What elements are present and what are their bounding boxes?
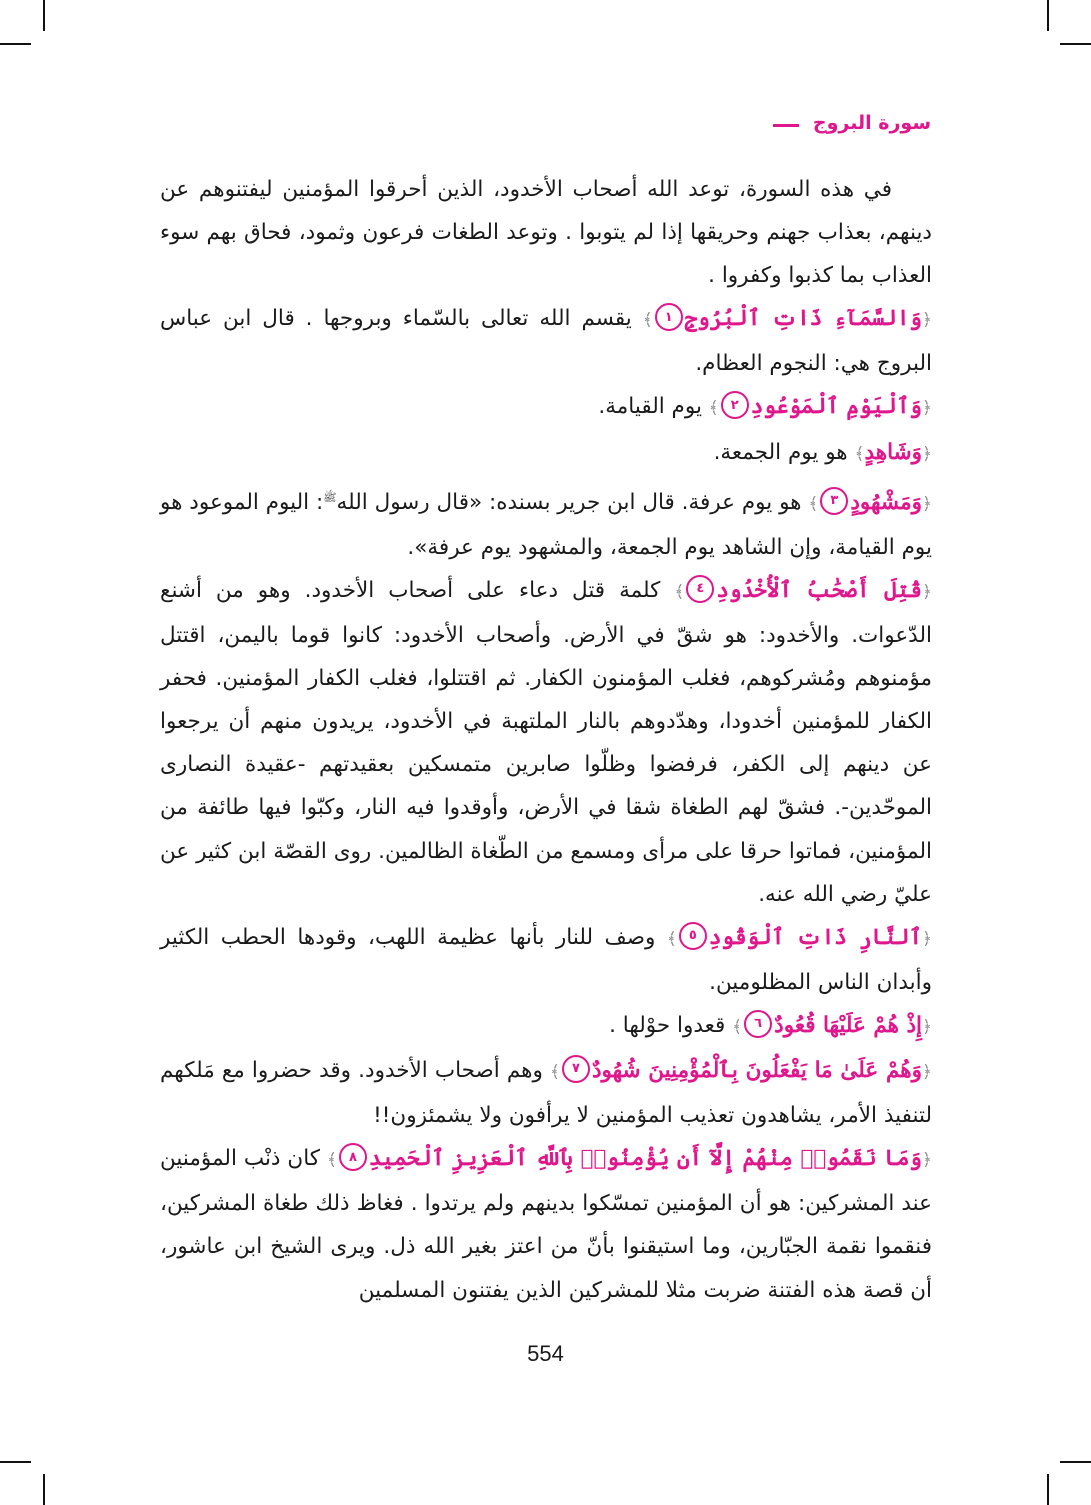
tafsir-entry-5 xyxy=(160,569,932,916)
ornate-bracket-close: ﴾ xyxy=(326,1150,337,1171)
commentary: وهم أصحاب الأخدود. وقد حضروا مع مَلكهم لتنفيذ الأمر، يشاهدون تعذيب المؤمنين لا يرأفون ولا يشمئزون!! xyxy=(160,1058,932,1129)
quran-verse: ﴿ٱلنَّارِ ذَاتِ ٱلْوَقُودِ٥﴾ xyxy=(667,925,932,950)
quran-verse: ﴿وَشَاهِدٍ﴾ xyxy=(854,439,932,465)
commentary: قعدوا حوْلها . xyxy=(609,1012,733,1038)
surah-title: سورة البروج xyxy=(812,112,931,134)
commentary: هو يوم عرفة. قال ابن جرير بسنده: «قال رسول الله xyxy=(336,489,809,515)
ornate-bracket-open: ﴿ xyxy=(922,1150,932,1171)
ornate-bracket-open: ﴿ xyxy=(922,493,932,514)
ornate-bracket-close: ﴾ xyxy=(854,443,865,464)
crop-mark-bottom-left-vertical xyxy=(43,1474,45,1505)
ornate-bracket-open: ﴿ xyxy=(922,443,932,464)
ornate-bracket-open: ﴿ xyxy=(922,1016,932,1037)
quran-verse: ﴿قُتِلَ أَصْحَٰبُ ٱلْأُخْدُودِ٤﴾ xyxy=(674,578,932,603)
commentary: كلمة قتل دعاء على أصحاب الأخدود. وهو من أشنع الدّعوات. والأخدود: هو شقّ في الأرض. وأصحاب الأخدود: كانوا قوما باليمن، اقتتل مؤمنوهم ومُشركوهم، فغلب المؤمنون الكفار. ثم اقتتلوا، فغلب الكفار المؤمنين. فحفر الكفار للمؤمنين أخدودا، وهدّدوهم بالنار الملتهبة في الأخدود، يريدون منهم أن يرجعوا عن دينهم إلى الكفر، فرفضوا وظلّوا صابرين متمسكين بعقيدتهم -عقيدة النصارى الموحّدين-. فشقّ لهم الطغاة شقا في الأرض، وأوقدوا فيه النار، وكبّوا فيها طائفة من المؤمنين، فماتوا حرقا على مرأى ومسمع من الطّغاة الظالمين. روى القصّة ابن كثير عن عليّ رضي الله عنه. xyxy=(160,578,932,907)
ornate-bracket-open: ﴿ xyxy=(922,928,932,949)
crop-mark-bottom-right-vertical xyxy=(1047,1474,1049,1505)
quran-verse: ﴿وَٱلْيَوْمِ ٱلْمَوْعُودِ٢﴾ xyxy=(709,394,932,419)
tafsir-entry-8 xyxy=(160,1049,932,1137)
tafsir-entry-1 xyxy=(160,297,932,385)
commentary: يقسم الله تعالى بالسّماء وبروجها . قال ابن عباس البروج هي: النجوم العظام. xyxy=(160,306,932,377)
commentary: وصف للنار بأنها عظيمة اللهب، وقودها الحطب الكثير وأبدان الناس المظلومين. xyxy=(160,924,932,995)
crop-mark-bottom-left-horizontal xyxy=(0,1461,31,1463)
tafsir-entry-4 xyxy=(160,476,932,569)
ayah-number-badge: ٢ xyxy=(721,391,749,419)
crop-mark-top-left-horizontal xyxy=(0,43,31,45)
commentary: كان ذنْب المؤمنين عند المشركين: هو أن المؤمنين تمسّكوا بدينهم ولم يرتدوا . فغاظ ذلك طغاة المشركين، فنقموا نقمة الجبّارين، وما استيقنوا بأنّ من اعتز بغير الله ذل. ويرى الشيخ ابن عاشور، أن قصة هذه الفتنة ضربت مثلا للمشركين الذين يفتنون المسلمين xyxy=(160,1146,932,1303)
ayah-number-badge: ٣ xyxy=(820,487,848,515)
ornate-bracket-close: ﴾ xyxy=(708,398,719,419)
commentary: هو يوم الجمعة. xyxy=(713,439,855,465)
ornate-bracket-open: ﴿ xyxy=(922,398,932,419)
ornate-bracket-close: ﴾ xyxy=(549,1062,560,1083)
tafsir-entry-7 xyxy=(160,1004,932,1049)
intro-paragraph: في هذه السورة، توعد الله أصحاب الأخدود، الذين أحرقوا المؤمنين ليفتنوهم عن دينهم، بعذاب جهنم وحريقها إذا لم يتوبوا . وتوعد الطغات فرعون وثمود، فحاق بهم سوء العذاب بما كذبوا وكفروا . xyxy=(160,177,932,289)
salawat-honorific-icon: ﷺ xyxy=(323,490,337,504)
commentary: يوم القيامة. xyxy=(598,394,709,420)
commentary: : اليوم الموعود هو يوم القيامة، وإن الشاهد يوم الجمعة، والمشهود يوم عرفة». xyxy=(160,489,932,560)
tafsir-entry-9 xyxy=(160,1137,932,1311)
ayah-number-badge: ٥ xyxy=(679,922,707,950)
running-header xyxy=(773,114,931,133)
ornate-bracket-close: ﴾ xyxy=(642,310,653,331)
page-body xyxy=(160,168,932,1312)
page-number: 554 xyxy=(527,1341,564,1366)
ayah-number-badge: ٨ xyxy=(339,1143,367,1171)
quran-verse: ﴿وَمَشْهُودٍ٣﴾ xyxy=(808,490,932,515)
crop-mark-top-right-vertical xyxy=(1047,0,1049,31)
quran-verse: ﴿إِذْ هُمْ عَلَيْهَا قُعُودٌ٦﴾ xyxy=(732,1013,932,1038)
quran-verse: ﴿وَهُمْ عَلَىٰ مَا يَفْعَلُونَ بِٱلْمُؤْمِنِينَ شُهُودٌ٧﴾ xyxy=(550,1058,932,1083)
tafsir-entry-2 xyxy=(160,385,932,430)
ayah-number-badge: ٤ xyxy=(686,575,714,603)
ornate-bracket-close: ﴾ xyxy=(732,1016,743,1037)
ornate-bracket-open: ﴿ xyxy=(922,1062,932,1083)
ayah-number-badge: ٦ xyxy=(744,1010,772,1038)
crop-mark-top-right-horizontal xyxy=(1060,43,1091,45)
tafsir-entry-3 xyxy=(160,431,932,476)
tafsir-entry-6 xyxy=(160,916,932,1004)
ornate-bracket-close: ﴾ xyxy=(808,493,819,514)
ornate-bracket-open: ﴿ xyxy=(922,310,932,331)
ayah-number-badge: ٧ xyxy=(562,1055,590,1083)
crop-mark-bottom-right-horizontal xyxy=(1060,1461,1091,1463)
crop-mark-top-left-vertical xyxy=(43,0,45,31)
quran-verse: ﴿وَمَا نَقَمُوا۟ مِنْهُمْ إِلَّآ أَن يُؤْمِنُوا۟ بِٱللَّهِ ٱلْعَزِيزِ ٱلْحَمِيدِ٨﴾ xyxy=(327,1146,932,1171)
ornate-bracket-close: ﴾ xyxy=(666,928,677,949)
header-rule xyxy=(773,124,799,127)
ornate-bracket-close: ﴾ xyxy=(674,582,685,602)
quran-verse: ﴿وَالسَّمَآءِ ذَاتِ ٱلْبُرُوجِ١﴾ xyxy=(643,306,932,331)
ornate-bracket-open: ﴿ xyxy=(922,582,932,602)
ayah-number-badge: ١ xyxy=(655,303,683,331)
